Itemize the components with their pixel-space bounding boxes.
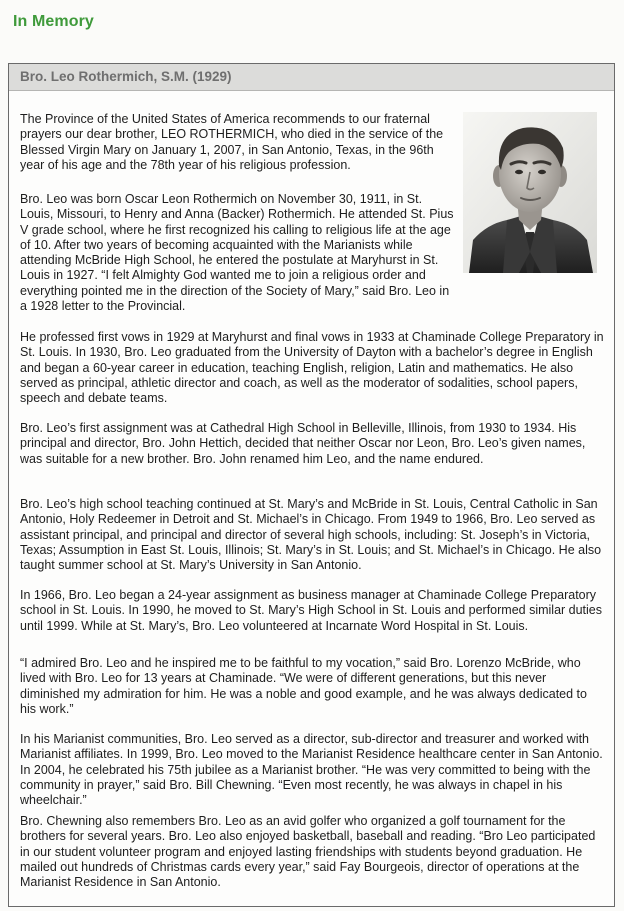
paragraph-early-life: Bro. Leo was born Oscar Leon Rothermich on November 30, 1911, in St. Louis, Missouri, to Henry and Anna (Backer) Rothermich. He attended St. Pius V grade school, where he first recognized his calling to religious life at the age of 10. After two years of becoming acquainted with the Marianists while attending McBride High School, he entered the postulate at Maryhurst in St. Louis in 1927. “I felt Almighty God wanted me to join a religious order and everything pointed me in the direction of the Society of Mary,” said Bro. Leo in a 1928 letter to the Provincial. (20, 192, 454, 314)
portrait-photo (463, 112, 597, 273)
paragraph-hobbies: Bro. Chewning also remembers Bro. Leo as an avid golfer who organized a golf tournament for the brothers for several years. Bro. Leo also enjoyed basketball, baseball and reading. “Bro Leo participated in our student volunteer program and enjoyed lasting friendships with students beyond graduation. He mailed out hundreds of Christmas cards every year,” said Fay Bourgeois, director of operations at the Marianist Residence in San Antonio. (20, 814, 596, 890)
paragraph-business-manager: In 1966, Bro. Leo began a 24-year assignment as business manager at Chaminade College Preparatory school in St. Louis. In 1990, he moved to St. Mary’s High School in St. Louis and performed similar duties until 1999. While at St. Mary’s, Bro. Leo volunteered at Incarnate Word Hospital in St. Louis. (20, 588, 603, 633)
obituary-card (8, 63, 615, 907)
paragraph-vows: He professed first vows in 1929 at Maryhurst and final vows in 1933 at Chaminade College Preparatory in St. Louis. In 1930, Bro. Leo graduated from the University of Dayton with a bachelor’s degree in English and began a 60-year career in education, teaching English, religion, Latin and mathematics. He also served as principal, athletic director and coach, as well as the moderator of sodalities, school papers, speech and debate teams. (20, 330, 604, 406)
paragraph-teaching: Bro. Leo’s high school teaching continued at St. Mary’s and McBride in St. Louis, Central Catholic in San Antonio, Holy Redeemer in Detroit and St. Michael’s in Chicago. From 1949 to 1966, Bro. Leo served as assistant principal, and principal and director of several high schools, including: St. Joseph’s in Victoria, Texas; Assumption in East St. Louis, Illinois; St. Mary’s in St. Louis; and St. Michael’s in Chicago. He also taught summer school at St. Mary’s University in San Antonio. (20, 497, 602, 573)
paragraph-first-assignment: Bro. Leo’s first assignment was at Cathedral High School in Belleville, Illinois, from 1930 to 1934. His principal and director, Bro. John Hettich, decided that neither Oscar nor Leon, Bro. Leo’s given names, was suitable for a new brother. Bro. John renamed him Leo, and the name endured. (20, 421, 586, 466)
section-heading: In Memory (13, 13, 94, 30)
paragraph-intro: The Province of the United States of America recommends to our fraternal prayers our dear brother, LEO ROTHERMICH, who died in the service of the Blessed Virgin Mary on January 1, 2007, in San Antonio, Texas, in the 96th year of his age and the 78th year of his religious profession. (20, 112, 444, 172)
paragraph-communities: In his Marianist communities, Bro. Leo served as a director, sub-director and treasurer and worked with Marianist affiliates. In 1999, Bro. Leo moved to the Marianist Residence healthcare center in San Antonio. In 2004, he celebrated his 75th jubilee as a Marianist brother. “He was very committed to being with the community in prayer,” said Bro. Bill Chewning. “Even most recently, he was always in chapel in his wheelchair.” (20, 732, 603, 808)
paragraph-quote-mcbride: “I admired Bro. Leo and he inspired me to be faithful to my vocation,” said Bro. Lorenzo McBride, who lived with Bro. Leo for 13 years at Chaminade. “We were of different generations, but this never diminished my admiration for him. He was a noble and good example, and he was always dedicated to his work.” (20, 656, 587, 716)
card-title: Bro. Leo Rothermich, S.M. (1929) (20, 69, 232, 84)
card-header (9, 64, 614, 91)
